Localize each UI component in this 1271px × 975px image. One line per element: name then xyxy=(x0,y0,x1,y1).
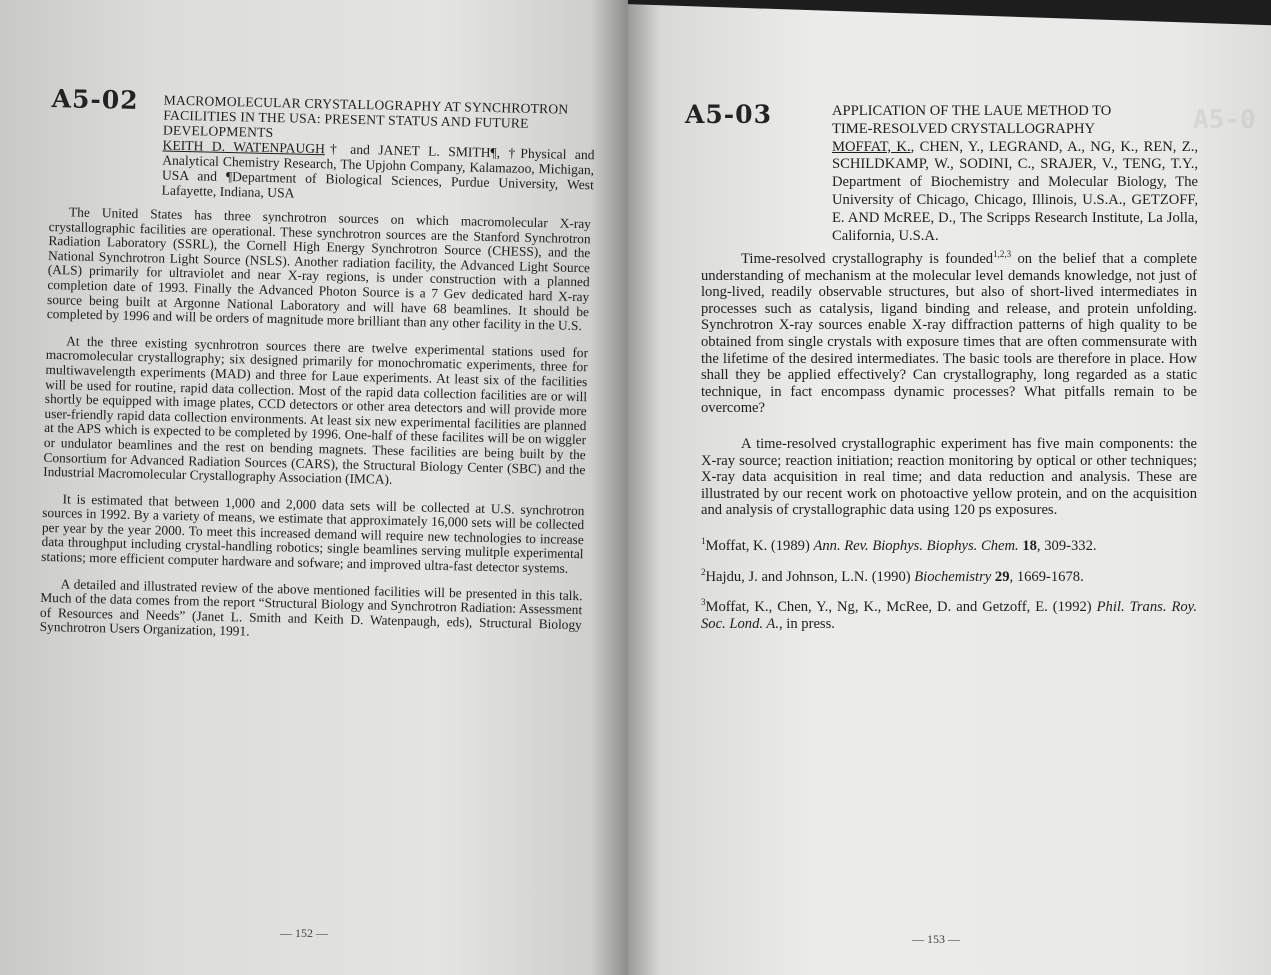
show-through-text: A5-0 xyxy=(1193,105,1256,135)
abstract-title: MACROMOLECULAR CRYSTALLOGRAPHY AT SYNCHROTRON FACILITIES IN THE USA: PRESENT STATUS AND FUTURE DEVELOPMENTS xyxy=(162,92,569,141)
abstract-a5-02 xyxy=(39,84,597,640)
page-number: — 153 — xyxy=(912,932,960,946)
presenting-author: KEITH D. WATENPAUGH xyxy=(162,137,326,157)
reference-volume: 18 xyxy=(1018,537,1037,554)
author-rest: † and JANET L. SMITH¶, †Physical and Analytical Chemistry Research, The Upjohn Company, Kalamazoo, Michigan, USA and ¶Department of Biological Sciences, Purdue University, West Lafayette, Indiana, USA xyxy=(161,141,595,201)
reference-journal: Phil. Trans. Roy. Soc. Lond. A. xyxy=(701,599,1197,632)
author-affiliations xyxy=(161,138,594,208)
paragraph: A time-resolved crystallographic experiment has five main components: the X-ray source; reaction initiation; reaction monitoring by optical or other techniques; X-ray data acquisition in real time; and data reduction and analysis. These are illustrated by our recent work on photoactive yellow protein, and on the acquisition and analysis of crystallographic data using 120 ps exposures. xyxy=(701,435,1197,519)
author-affiliations xyxy=(832,139,1198,246)
author-rest: , CHEN, Y., LEGRAND, A., NG, K., REN, Z., SCHILDKAMP, W., SODINI, C., SRAJER, V., TENG, T.Y., Department of Biochemistry and Molecular Biology, The University of Chicago, Chicago, Illinois, U.S.A., GETZOFF, E. AND McREE, D., The Scripps Research Institute, La Jolla, California, U.S.A. xyxy=(832,138,1198,244)
paragraph xyxy=(701,251,1197,417)
paragraph-text: on the belief that a complete understanding of mechanism at the molecular level demands knowledge, not just of long-lived, readily observable structures, but also of short-lived intermediates in processes such as catalysis, ligand binding and release, and protein unfolding. Synchrotron X-ray sources enable X-ray diffraction patterns of high quality to be obtained from single crystals with exposure times that are often commensurate with the lifetime of the desired intermediates. The basic tools are therefore in place. How shall they be applied effectively? Can crystallography, long regarded as a static technique, in fact encompass dynamic processes? What pitfalls remain to be overcome? xyxy=(701,251,1197,417)
abstract-body xyxy=(701,251,1197,646)
abstract-body xyxy=(39,205,591,659)
reference-pages: , 309-332. xyxy=(1036,537,1097,554)
reference-item xyxy=(701,566,1197,586)
abstract-header xyxy=(161,93,595,208)
left-page xyxy=(0,0,628,975)
reference-pages: , in press. xyxy=(778,615,835,632)
reference-authors: Moffat, K. (1989) xyxy=(705,537,814,554)
abstract-title-line: TIME-RESOLVED CRYSTALLOGRAPHY xyxy=(832,120,1096,137)
references xyxy=(701,535,1197,632)
reference-number: 2 xyxy=(701,566,706,577)
right-page xyxy=(628,0,1271,975)
paragraph: It is estimated that between 1,000 and 2,000 data sets will be collected at U.S. synchrotron sources in 1992. By a variety of means, we estimate that approximately 16,000 sets will be collected per year by the year 2000. To meet this increased demand will require new technologies to increase data throughput including crystal-handling robotics; single beamlines serving mulitple experimental stations; more efficient computer hardware and sofware; and improved ultra-fast detector systems. xyxy=(41,491,585,576)
reference-journal: Biochemistry xyxy=(914,568,992,585)
reference-item xyxy=(701,535,1197,555)
reference-item xyxy=(701,599,1197,632)
paragraph: At the three existing sycnhrotron sources there are twelve experimental stations used for macromolecular crystallography; six designed primarily for monochromatic experiments, three for multiwavelength experiments (MAD) and three for Laue experiments. At least six of the facilities will be used for routine, rapid data collection. Most of the rapid data collection facilities are or will shortly be equipped with image plates, CCD detectors or other area detectors and will provide more user-friendly rapid data collection environments. At least six new experimental facilities are planned at the APS which is expected to be completed by 1996. One-half of these facilites will be on wiggler or undulator beamlines and the rest on bending magnets. These facilities are being built by the Consortium for Advanced Radiation Sources (CARS), the Structural Biology Center (SBC) and the Industrial Macromolecular Crystallography Association (IMCA). xyxy=(43,333,589,487)
paper-id: A5-03 xyxy=(685,100,772,129)
reference-number: 3 xyxy=(701,597,706,608)
background-edge xyxy=(628,0,1271,36)
reference-volume: 29 xyxy=(991,568,1010,585)
paper-id: A5-02 xyxy=(51,84,139,115)
reference-pages: , 1669-1678. xyxy=(1009,568,1084,585)
paragraph-text: Time-resolved crystallography is founded xyxy=(741,251,994,267)
presenting-author: MOFFAT, K. xyxy=(832,138,911,155)
paragraph: A detailed and illustrated review of the above mentioned facilities will be presented in this talk. Much of the data comes from the report “Structural Biology and Synchrotron Radiation: Assessment of Resources and Needs” (Janet L. Smith and Keith D. Watenpaugh, eds), Structural Biology Synchrotron Users Organization, 1991. xyxy=(39,575,583,640)
citation-marker: 1,2,3 xyxy=(993,249,1012,259)
reference-authors: Hajdu, J. and Johnson, L.N. (1990) xyxy=(705,568,915,585)
reference-number: 1 xyxy=(701,535,706,546)
page-number: — 152 — xyxy=(280,926,328,940)
abstract-header xyxy=(832,103,1198,245)
reference-journal: Ann. Rev. Biophys. Biophys. Chem. xyxy=(813,537,1019,554)
abstract-title-line: APPLICATION OF THE LAUE METHOD TO xyxy=(832,103,1112,119)
reference-authors: Moffat, K., Chen, Y., Ng, K., McRee, D. and Getzoff, E. (1992) xyxy=(705,599,1097,616)
paragraph: The United States has three synchrotron sources on which macromolecular X-ray crystallographic facilities are operational. These synchrotron sources are the Stanford Synchrotron Radiation Laboratory (SSRL), the Cornell High Energy Synchrotron Source (CHESS), and the National Synchrotron Light Source (NSLS). Another radiation facility, the Advanced Light Source (ALS) primarily for ultraviolet and near X-ray regions, is under construction with a planned completion date of 1993. Finally the Advanced Photon Source is a 7 Gev dedicated hard X-ray source being built at Argonne National Laboratory and will have 68 beamlines. It should be completed by 1996 and will be orders of magnitude more brilliant than any other facility in the U.S. xyxy=(46,204,592,334)
